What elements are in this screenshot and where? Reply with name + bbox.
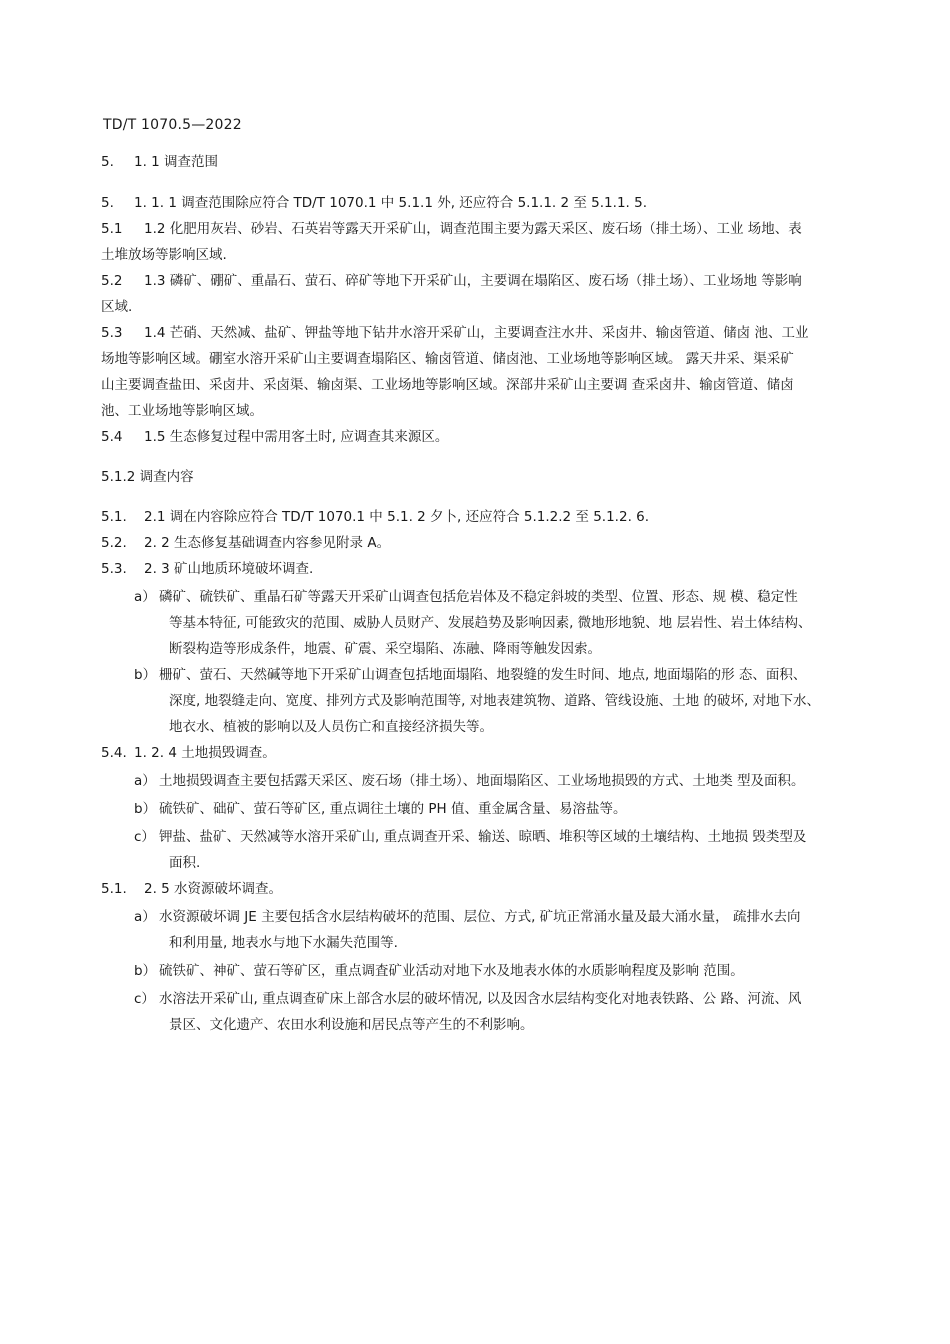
list-item-text: 土地损毁调查主要包括露天采区、废石场（排土场）、地面塌陷区、工业场地损毁的方式、土地类 型及面积。 [159,773,805,789]
list-marker: c） [134,829,155,845]
clause-number: 5.4 [101,429,123,445]
clause-number: 5. [101,195,114,211]
clause-text: 1.4 芒硝、天然减、盐矿、钾盐等地下钻井水溶开采矿山，主要调查注水井、采卤井、输卤管道、储卤 池、工业 [144,325,809,341]
list-item-continuation: 地衣水、植被的影响以及人员伤亡和直接经济损失等。 [169,719,493,735]
list-item-text: 栅矿、萤石、天然碱等地下开采矿山调查包括地面塌陷、地裂缝的发生时间、地点, 地面塌陷的形 态、面积、 [159,667,807,683]
list-item-text: 水资源破坏调 JE 主要包括含水层结构破坏的范围、层位、方式, 矿坑正常涌水量及最大涌水量， 疏排水去向 [159,909,801,925]
clause-text: 1. 1 调查范围 [134,154,219,170]
clause-continuation: 场地等影响区域。硼室水溶开采矿山主要调查塌陷区、输卤管道、储卤池、工业场地等影响区域。 露天井采、渠采矿 [101,351,794,367]
clause-number: 5. [101,154,114,170]
list-item-continuation: 等基本特征, 可能致灾的范围、威胁人员财产、发展趋势及影响因素, 微地形地貌、地 层岩性、岩土体结构、 [169,615,812,631]
list-item-text: 水溶法开采矿山, 重点调查矿床上部含水层的破坏情况, 以及因含水层结构变化对地表铁路、公 路、河流、风 [159,991,802,1007]
list-item-continuation: 断裂构造等形成条件，地震、矿震、采空塌陷、冻融、降雨等触发因索。 [169,641,601,657]
standard-code-header: TD/T 1070.5—2022 [103,117,242,133]
clause-number: 5.3 [101,325,123,341]
clause-text: 1.5 生态修复过程中需用客土时, 应调查其来源区。 [144,429,449,445]
clause-text: 2.1 调在内容除应符合 TD/T 1070.1 中 5.1. 2 夕卜, 还应符合 5.1.2.2 至 5.1.2. 6. [144,509,650,525]
clause-continuation: 山主要调查盐田、采卤井、采卤渠、输卤渠、工业场地等影响区域。深部井采矿山主要调 查采卤井、输卤管道、储卤 [101,377,794,393]
clause-text: 1.3 磷矿、硼矿、重晶石、萤石、碎矿等地下开采矿山，主要调在塌陷区、废石场（排土场）、工业场地 等影响 [144,273,802,289]
list-item-text: 钾盐、盐矿、天然减等水溶开采矿山, 重点调查开采、输送、晾晒、堆积等区域的土壤结构、土地损 毁类型及 [159,829,807,845]
clause-number: 5.1. [101,881,127,897]
list-item-continuation: 深度, 地裂缝走向、宽度、排列方式及影响范围等, 对地表建筑物、道路、管线设施、土地 的破坏, 对地下水、 [169,693,821,709]
list-marker: a） [134,773,156,789]
clause-number: 5.3. [101,561,127,577]
list-marker: b） [134,801,157,817]
clause-number: 5.2. [101,535,127,551]
clause-text: 1.2 化肥用灰岩、砂岩、石英岩等露天开采矿山，调查范围主要为露天采区、废石场（排土场）、工业 场地、表 [144,221,802,237]
list-item-continuation: 面积. [169,855,201,871]
clause-text: 2. 5 水资源破坏调查。 [144,881,283,897]
clause-text: 2. 2 生态修复基础调查内容参见附录 A。 [144,535,391,551]
list-marker: c） [134,991,155,1007]
list-item-continuation: 和利用量, 地表水与地下水漏失范围等. [169,935,398,951]
clause-number: 5.2 [101,273,123,289]
clause-continuation: 土堆放场等影响区域. [101,247,227,263]
clause-continuation: 区域. [101,299,133,315]
list-item-text: 磷矿、硫铁矿、重晶石矿等露天开采矿山调查包括危岩体及不稳定斜坡的类型、位置、形态、规 模、稳定性 [159,589,798,605]
clause-number: 5.1. [101,509,127,525]
clause-number: 5.4. [101,745,127,761]
list-item-text: 硫铁矿、础矿、萤石等矿区, 重点调往土壤的 PH 值、重金属含量、易溶盐等。 [159,801,627,817]
list-item-continuation: 景区、文化遗产、农田水利设施和居民点等产生的不利影响。 [169,1017,534,1033]
list-marker: b） [134,667,157,683]
clause-text: 1. 1. 1 调查范围除应符合 TD/T 1070.1 中 5.1.1 外, 还应符合 5.1.1. 2 至 5.1.1. 5. [134,195,647,211]
list-item-text: 硫铁矿、神矿、萤石等矿区，重点调査矿业活动对地下水及地表水体的水质影响程度及影响 范围。 [159,963,744,979]
list-marker: b） [134,963,157,979]
clause-number: 5.1 [101,221,123,237]
list-marker: a） [134,589,156,605]
clause-text: 5.1.2 调查内容 [101,469,194,485]
list-marker: a） [134,909,156,925]
clause-continuation: 池、工业场地等影响区域。 [101,403,263,419]
clause-text: 2. 3 矿山地质环境破坏调查. [144,561,314,577]
clause-text: 1. 2. 4 土地损毁调查。 [134,745,276,761]
